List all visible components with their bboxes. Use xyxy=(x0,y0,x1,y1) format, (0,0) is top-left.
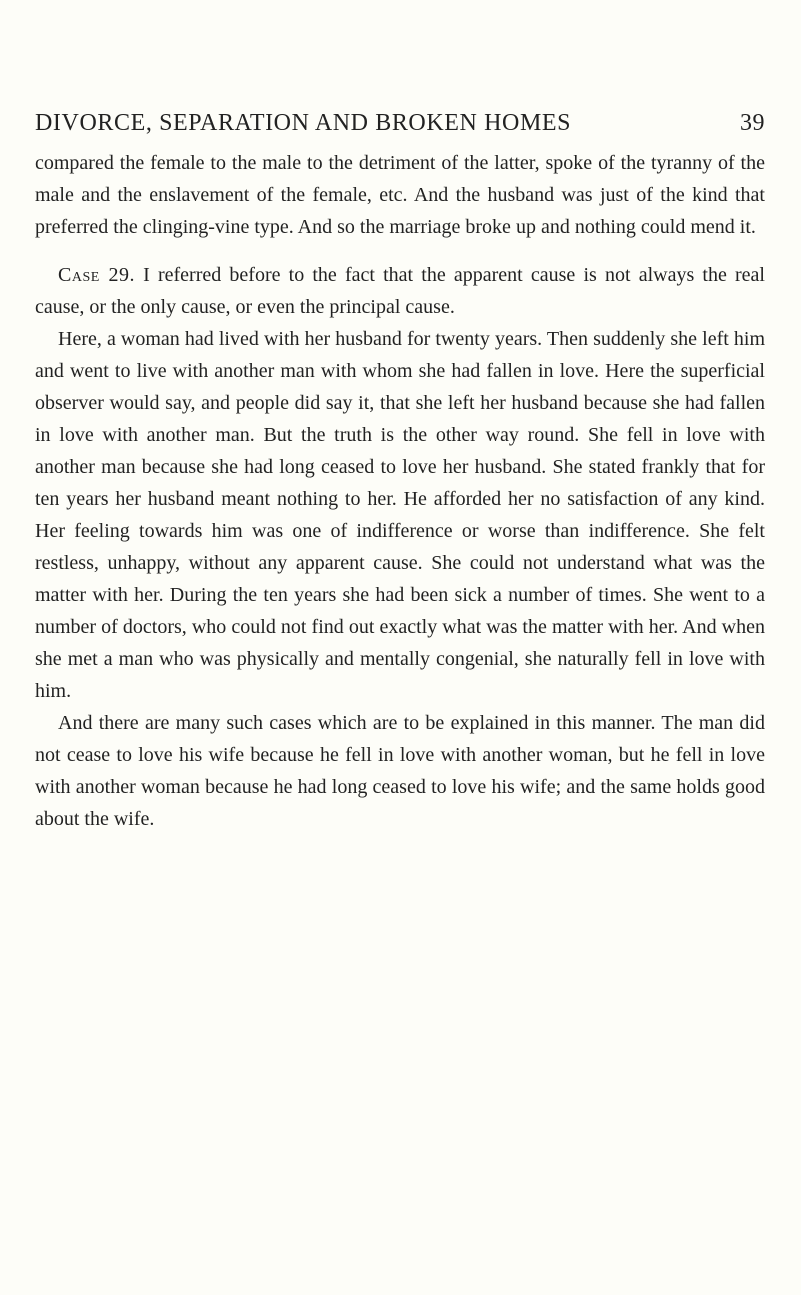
case-label: Case 29. xyxy=(58,264,135,286)
book-page xyxy=(35,110,765,835)
body-text xyxy=(35,147,765,835)
case-29-text: I referred before to the fact that the apparent cause is not always the real cause, or the only cause, or even the principal cause. xyxy=(35,264,765,318)
running-head xyxy=(35,110,765,137)
paragraph-case-narrative: Here, a woman had lived with her husband for twenty years. Then suddenly she left him and went to live with another man with whom she had fallen in love. Here the superficial observer would say, and people did say it, that she left her husband because she had fallen in love with another man. But the truth is the other way round. She fell in love with another man because she had long ceased to love her husband. She stated frankly that for ten years her husband meant nothing to her. He afforded her no satisfaction of any kind. Her feeling towards him was one of indifference or worse than indifference. She felt restless, unhappy, without any apparent cause. She could not understand what was the matter with her. During the ten years she had been sick a number of times. She went to a number of doctors, who could not find out exactly what was the matter with her. And when she met a man who was physically and mentally congenial, she naturally fell in love with him. xyxy=(35,328,765,702)
paragraph-conclusion: And there are many such cases which are to be explained in this manner. The man did not cease to love his wife because he fell in love with another woman, but he fell in love with another woman because he had long ceased to love his wife; and the same holds good about the wife. xyxy=(35,712,765,830)
paragraph-continuation: compared the female to the male to the detriment of the latter, spoke of the tyranny of the male and the enslavement of the female, etc. And the husband was just of the kind that preferred the clinging-vine type. And so the marriage broke up and nothing could mend it. xyxy=(35,152,765,238)
page-number: 39 xyxy=(740,110,765,136)
running-head-title: DIVORCE, SEPARATION AND BROKEN HOMES xyxy=(35,110,572,136)
paragraph-case-29 xyxy=(35,259,765,323)
